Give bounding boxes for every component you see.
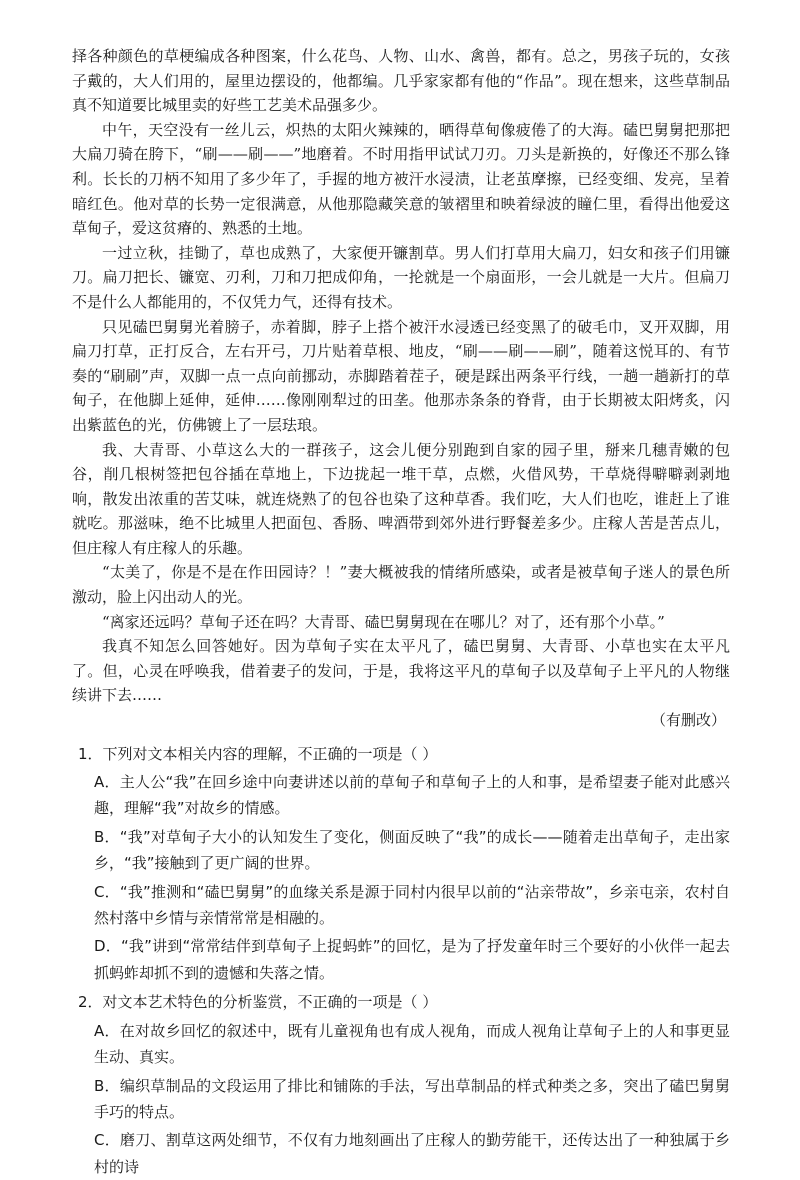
passage-paragraph: 我真不知怎么回答她好。因为草甸子实在太平凡了，磕巴舅舅、大青哥、小草也实在太平凡了。但，心灵在呼唤我，借着妻子的发问，于是，我将这平凡的草甸子以及草甸子上平凡的人物继续讲下去…… <box>72 637 730 705</box>
passage-paragraph: 只见磕巴舅舅光着膀子，赤着脚，脖子上搭个被汗水浸透已经变黑了的破毛巾，叉开双脚，用扁刀打草，正打反合，左右开弓，刀片贴着草根、地皮，“刷——刷——刷”，随着这悦耳的、有节奏的“刷刷”声，双脚一点一点向前挪动，赤脚踏着茬子，硬是踩出两条平行线，一趟一趟新打的草甸子，在他脚上延伸，延伸……像刚刚犁过的田垄。他那赤条条的脊背，由于长期被太阳烤炙，闪出紫蓝色的光，仿佛镀上了一层珐琅。 <box>72 317 730 434</box>
passage-paragraph: “太美了，你是不是在作田园诗？！”妻大概被我的情绪所感染，或者是被草甸子迷人的景色所激动，脸上闪出动人的光。 <box>72 563 730 607</box>
question-2-option-a: A．在对故乡回忆的叙述中，既有儿童视角也有成人视角，而成人视角让草甸子上的人和事更显生动、真实。 <box>94 1021 730 1067</box>
question-2-stem: 2．对文本艺术特色的分析鉴赏，不正确的一项是（ ） <box>78 993 438 1012</box>
passage-paragraph: “离家还远吗？草甸子还在吗？大青哥、磕巴舅舅现在在哪儿？对了，还有那个小草。” <box>102 612 665 631</box>
reading-passage <box>72 44 730 708</box>
question-list <box>72 741 730 1180</box>
question-1-option-a: A．主人公“我”在回乡途中向妻讲述以前的草甸子和草甸子上的人和事，是希望妻子能对此感兴趣，理解“我”对故乡的情感。 <box>94 773 730 818</box>
question-2-option-b: B．编织草制品的文段运用了排比和铺陈的手法，写出草制品的样式种类之多，突出了磕巴舅舅手巧的特点。 <box>94 1076 730 1121</box>
question-1-option-b: B．“我”对草甸子大小的认知发生了变化，侧面反映了“我”的成长——随着走出草甸子，走出家乡，“我”接触到了更广阔的世界。 <box>94 827 730 873</box>
passage-paragraph: 一过立秋，挂锄了，草也成熟了，大家便开镰割草。男人们打草用大扁刀，妇女和孩子们用镰刀。扁刀把长、镰宽、刃利，刀和刀把成仰角，一抡就是一个扇面形，一会儿就是一大片。但扁刀不是什么人都能用的，不仅凭力气，还得有技术。 <box>72 243 730 311</box>
passage-paragraph: 我、大青哥、小草这么大的一群孩子，这会儿便分别跑到自家的园子里，掰来几穗青嫩的包谷，削几根树签把包谷插在草地上，下边拢起一堆干草，点燃，火借风势，干草烧得噼噼剥剥地响，散发出浓重的苦艾味，就连烧熟了的包谷也染了这种草香。我们吃，大人们也吃，谁赶上了谁就吃。那滋味，绝不比城里人把面包、香肠、啤酒带到郊外进行野餐差多少。庄稼人苦是苦点儿，但庄稼人有庄稼人的乐趣。 <box>72 440 730 557</box>
question-1-option-d: D．“我”讲到“常常结伴到草甸子上捉蚂蚱”的回忆，是为了抒发童年时三个要好的小伙伴一起去抓蚂蚱却抓不到的遗憾和失落之情。 <box>94 937 730 982</box>
passage-paragraph: 择各种颜色的草梗编成各种图案，什么花鸟、人物、山水、禽兽，都有。总之，男孩子玩的，女孩子戴的，大人们用的，屋里边摆设的，他都编。几乎家家都有他的“作品”。现在想来，这些草制品真不知道要比城里卖的好些工艺美术品强多少。 <box>72 47 730 115</box>
question-1-option-c: C．“我”推测和“磕巴舅舅”的血缘关系是源于同村内很早以前的“沾亲带故”，乡亲屯亲，农村自然村落中乡情与亲情常常是相融的。 <box>94 882 730 928</box>
question-1-stem: 1．下列对文本相关内容的理解，不正确的一项是（ ） <box>78 744 438 763</box>
passage-paragraph: 中午，天空没有一丝儿云，炽热的太阳火辣辣的，晒得草甸像疲倦了的大海。磕巴舅舅把那把大扁刀骑在胯下，“刷——刷——”地磨着。不时用指甲试试刀刃。刀头是新换的，好像还不那么锋利。长长的刀柄不知用了多少年了，手握的地方被汗水浸渍，让老茧摩擦，已经变细、发亮，呈着暗红色。他对草的长势一定很满意，从他那隐藏笑意的皱褶里和映着绿波的瞳仁里，看得出他爱这草甸子，爱这贫瘠的、熟悉的土地。 <box>72 120 730 238</box>
question-2-option-c: C．磨刀、割草这两处细节，不仅有力地刻画出了庄稼人的勤劳能干，还传达出了一种独属于乡村的诗 <box>94 1131 730 1176</box>
source-note: （有删改） <box>650 711 726 730</box>
